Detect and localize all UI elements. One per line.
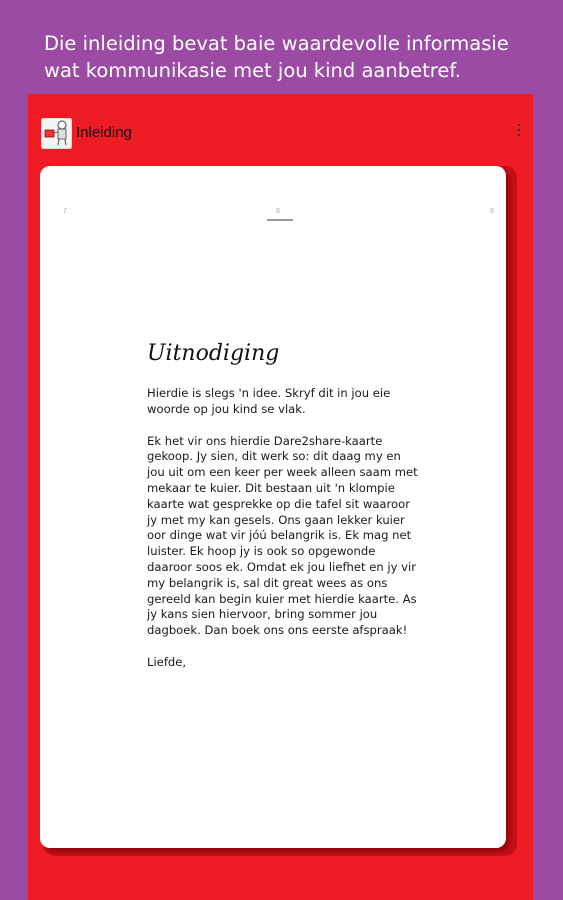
document-heading: Uitnodiging <box>147 341 280 366</box>
toolbar-title: Inleiding <box>76 124 132 141</box>
toolbar <box>28 94 533 172</box>
app-logo-icon <box>41 118 72 149</box>
promo-caption: Die inleiding bevat baie waardevolle informasie wat kommunikasie met jou kind aanbetref. <box>44 32 509 82</box>
page-number-next[interactable]: 9 <box>490 208 494 215</box>
document-paragraph: Ek het vir ons hierdie Dare2share-kaarte gekoop. Jy sien, dit werk so: dit daag my en jou uit om een keer per week alleen saam met mekaar te kuier. Dit bestaan uit 'n klompie kaarte wat gesprekke op die tafel sit waaroor jy met my kan gesels. Ons gaan lekker kuier oor dinge wat vir jóú belangrik is. Ek mag net luister. Ek hoop jy is ook so opgewonde daaroor soos ek. Omdat ek jou liefhet en jy vir my belangrik is, sal dit great wees as ons gereeld kan begin kuier met hierdie kaarte. As jy kans sien hiervoor, bring sommer jou dagboek. Dan boek ons ons eerste afspraak! <box>147 433 418 638</box>
document-body <box>147 386 422 687</box>
page-number-previous[interactable]: 7 <box>63 208 67 215</box>
document-page-card[interactable] <box>40 166 506 848</box>
document-signoff: Liefde, <box>147 654 187 669</box>
page-indicator <box>267 219 293 221</box>
page-number-current: 8 <box>276 208 280 215</box>
overflow-menu-icon[interactable] <box>514 124 524 140</box>
app-window <box>28 94 533 900</box>
document-paragraph: Hierdie is slegs 'n idee. Skryf dit in jou eie woorde op jou kind se vlak. <box>147 386 391 416</box>
